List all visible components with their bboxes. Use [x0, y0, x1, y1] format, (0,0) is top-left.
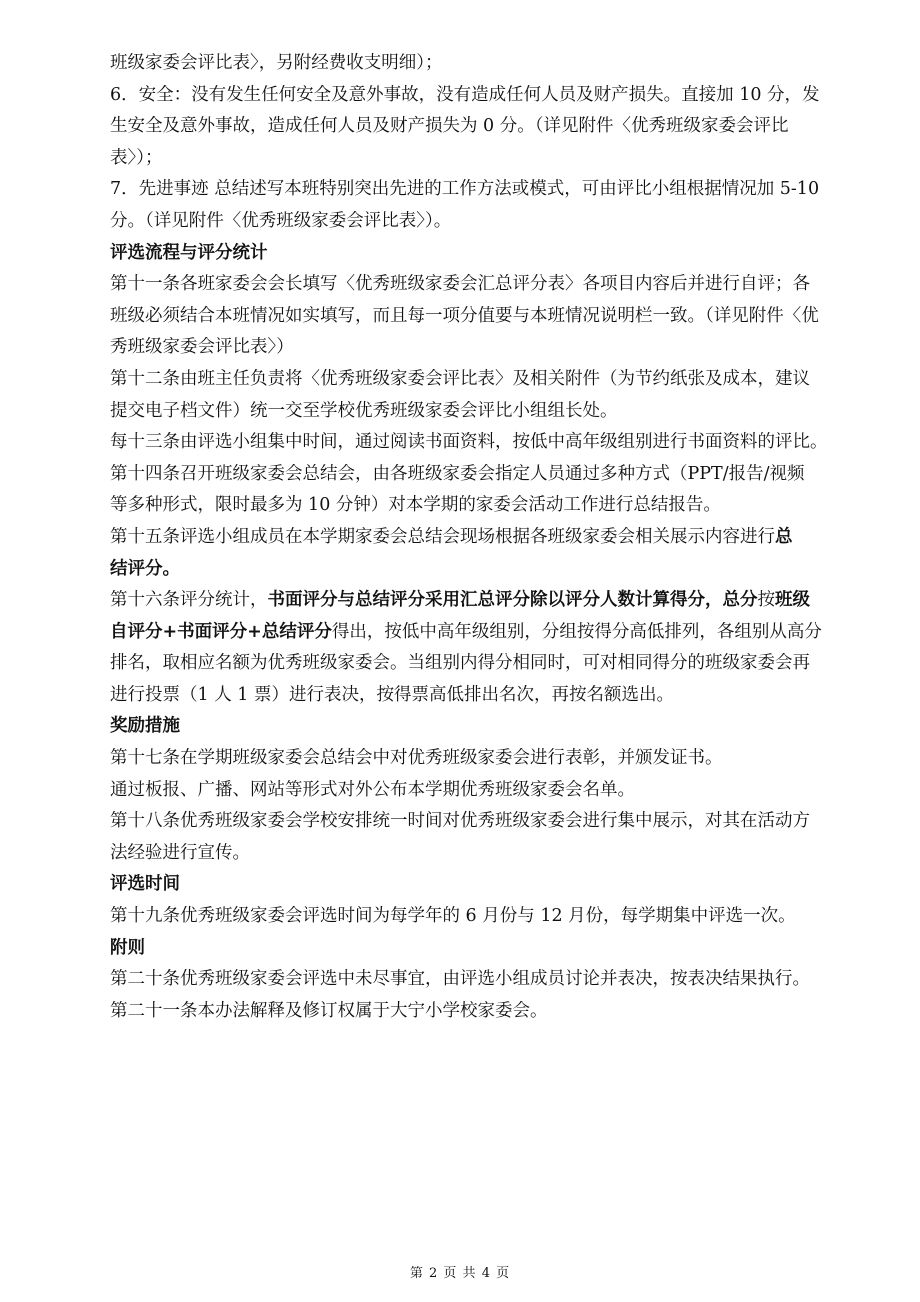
article-17-line: 第十七条在学期班级家委会总结会中对优秀班级家委会进行表彰，并颁发证书。 [110, 748, 723, 769]
article-19-line: 第十九条优秀班级家委会评选时间为每学年的 6 月份与 12 月份，每学期集中评选一次。 [110, 906, 796, 927]
item-7-deeds-line: 7．先进事迹 总结述写本班特别突出先进的工作方法或模式，可由评比小组根据情况加 5-10 [110, 179, 820, 200]
item-6-safety-line: 生安全及意外事故，造成任何人员及财产损失为 0 分。（详见附件〈优秀班级家委会评比 [110, 116, 789, 137]
article-17-line: 通过板报、广播、网站等形式对外公布本学期优秀班级家委会名单。 [110, 779, 635, 800]
article-16-bold-text: 书面评分与总结评分采用汇总评分除以评分人数计算得分，总分 [267, 590, 758, 611]
article-16-line: 进行投票（1 人 1 票）进行表决，按得票高低排出名次，再按名额选出。 [110, 684, 674, 705]
paragraph-line: 班级家委会评比表〉，另附经费收支明细）； [110, 53, 443, 73]
section-heading-appendix: 附则 [110, 937, 145, 958]
section-heading-schedule: 评选时间 [110, 874, 180, 895]
item-6-safety-line: 6．安全：没有发生任何安全及意外事故，没有造成任何人员及财产损失。直接加 10 分，发 [110, 84, 820, 105]
article-16-line [110, 585, 852, 617]
article-12-line: 第十二条由班主任负责将〈优秀班级家委会评比表〉及相关附件（为节约纸张及成本，建议 [110, 368, 810, 389]
article-11-line: 秀班级家委会评比表〉） [110, 337, 294, 358]
document-body [110, 48, 852, 1027]
article-21-line: 第二十一条本办法解释及修订权属于大宁小学校家委会。 [110, 1000, 548, 1021]
article-11-line: 第十一条各班家委会会长填写〈优秀班级家委会汇总评分表〉各项目内容后并进行自评；各 [110, 274, 810, 295]
article-16-bold-text: 自评分+书面评分+总结评分 [110, 621, 332, 642]
article-15-text: 第十五条评选小组成员在本学期家委会总结会现场根据各班级家委会相关展示内容进行 [110, 526, 775, 547]
item-6-safety-line: 表〉）； [110, 147, 163, 168]
article-18-line: 第十八条优秀班级家委会学校安排统一时间对优秀班级家委会进行集中展示，对其在活动方 [110, 811, 810, 832]
section-heading-process: 评选流程与评分统计 [110, 242, 268, 263]
article-13-line: 每十三条由评选小组集中时间，通过阅读书面资料，按低中高年级组别进行书面资料的评比。 [110, 432, 828, 453]
article-15-line: 结评分。 [110, 558, 180, 579]
article-16-line [110, 617, 852, 649]
section-heading-rewards: 奖励措施 [110, 716, 180, 737]
article-16-text: 得出，按低中高年级组别，分组按得分高低排列，各组别从高分 [331, 621, 822, 642]
article-16-text: 第十六条评分统计， [110, 590, 268, 611]
article-16-line: 排名，取相应名额为优秀班级家委会。当组别内得分相同时，可对相同得分的班级家委会再 [110, 653, 810, 674]
page-number: 第 2 页 共 4 页 [409, 1266, 511, 1281]
article-15-line [110, 522, 852, 554]
item-7-deeds-line: 分。（详见附件〈优秀班级家委会评比表〉）。 [110, 210, 452, 231]
article-20-line: 第二十条优秀班级家委会评选中未尽事宜，由评选小组成员讨论并表决，按表决结果执行。 [110, 969, 810, 990]
article-14-line: 第十四条召开班级家委会总结会，由各班级家委会指定人员通过多种方式（PPT/报告/视频 [110, 463, 805, 484]
article-15-bold-text: 总 [775, 526, 793, 547]
article-16-text: 按 [757, 590, 775, 611]
article-11-line: 班级必须结合本班情况如实填写，而且每一项分值要与本班情况说明栏一致。（详见附件〈优 [110, 305, 819, 326]
article-16-bold-text: 班级 [775, 590, 810, 611]
article-14-line: 等多种形式，限时最多为 10 分钟）对本学期的家委会活动工作进行总结报告。 [110, 495, 721, 516]
article-12-line: 提交电子档文件）统一交至学校优秀班级家委会评比小组组长处。 [110, 400, 618, 421]
article-18-line: 法经验进行宣传。 [110, 842, 250, 863]
